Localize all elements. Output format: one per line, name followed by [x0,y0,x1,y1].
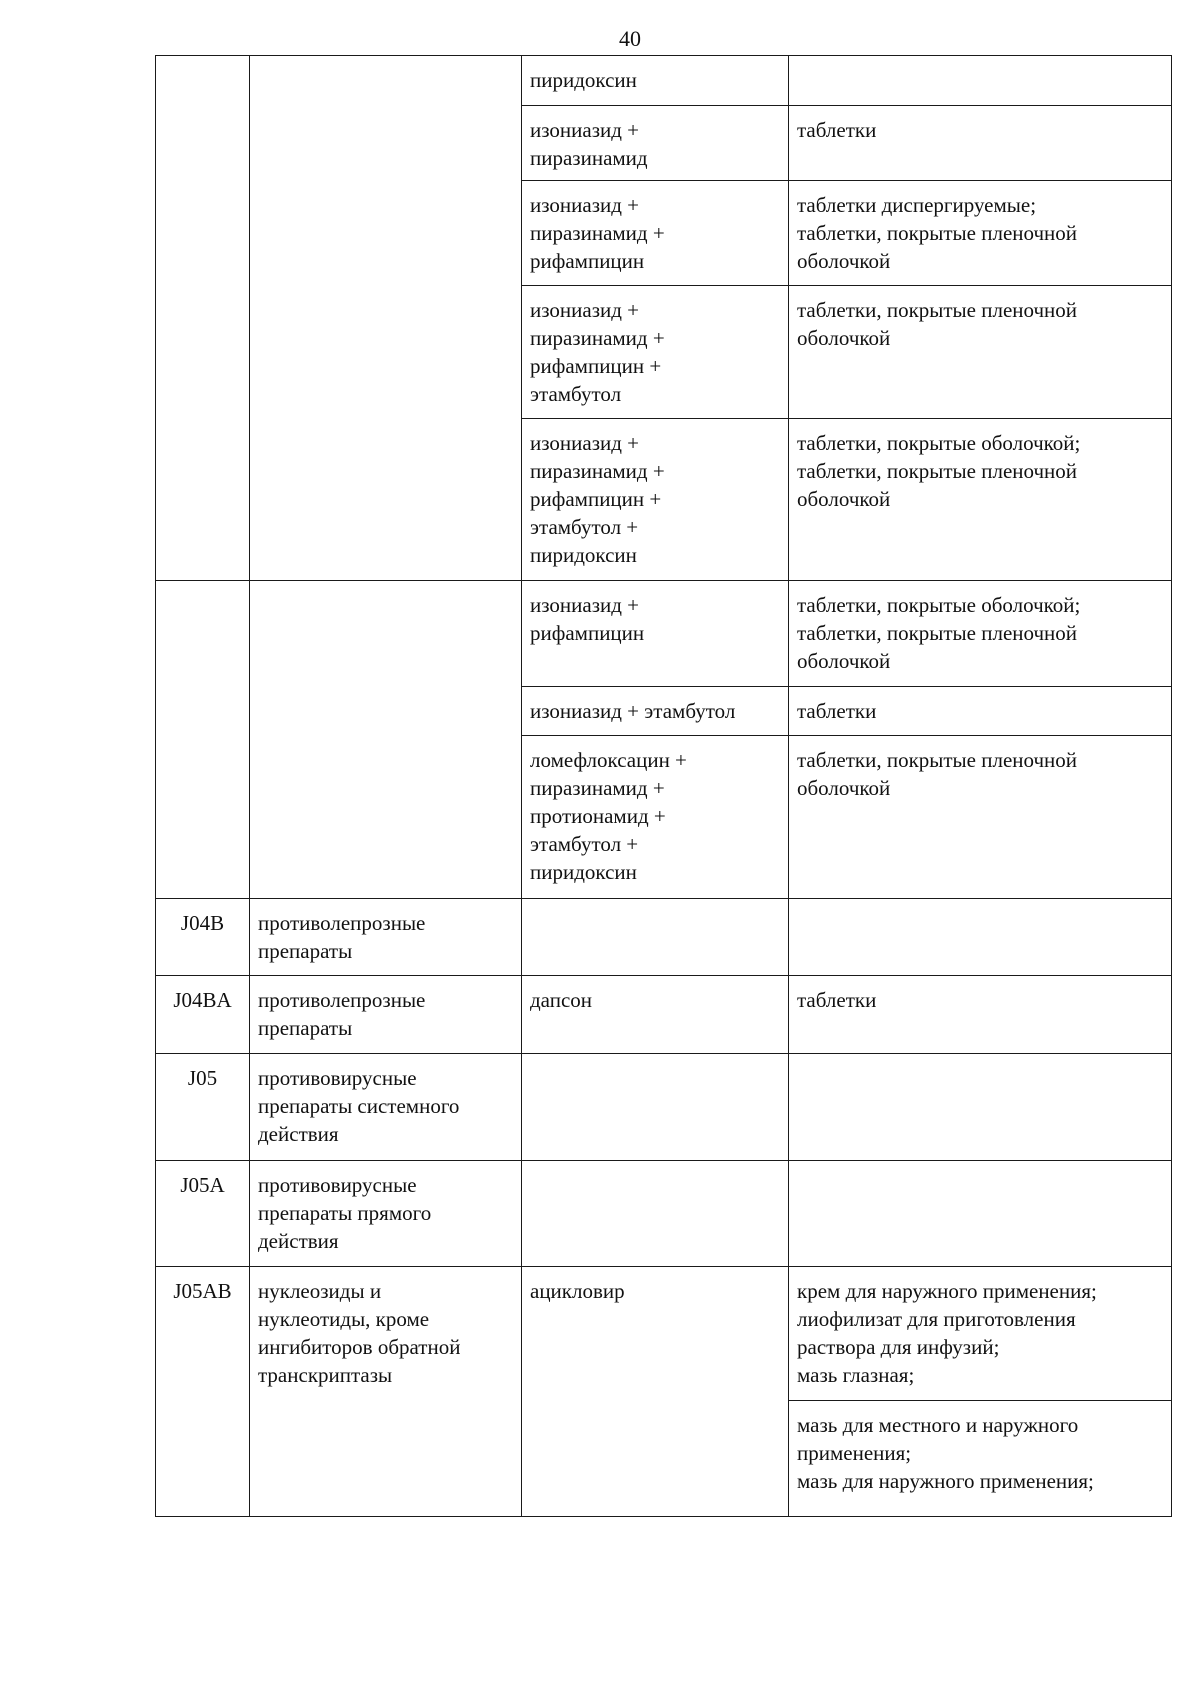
substance-cell [522,1054,789,1161]
substance-cell: изониазид + пиразинамид + рифампицин [522,181,789,286]
table-row [156,1267,1172,1401]
atc-code-cell: J05 [156,1054,250,1161]
table-row [156,581,1172,687]
dosage-form-cell [789,1161,1172,1267]
dosage-form-cell: крем для наружного применения; лиофилизат для приготовления раствора для инфузий; мазь глазная; [789,1267,1172,1401]
group-cell [250,56,522,581]
substance-cell: ломефлоксацин + пиразинамид + протионамид + этамбутол + пиридоксин [522,736,789,899]
atc-code-cell [156,581,250,899]
atc-code-cell: J05A [156,1161,250,1267]
dosage-form-cell: таблетки, покрытые пленочной оболочкой [789,286,1172,419]
dosage-form-cell [789,899,1172,976]
dosage-form-cell: таблетки [789,976,1172,1054]
table-row [156,976,1172,1054]
substance-cell: пиридоксин [522,56,789,106]
dosage-form-cell: таблетки, покрытые пленочной оболочкой [789,736,1172,899]
atc-code-cell: J04BA [156,976,250,1054]
dosage-form-cell: таблетки [789,687,1172,736]
substance-cell [522,899,789,976]
group-cell: противовирусные препараты системного действия [250,1054,522,1161]
group-cell: противолепрозные препараты [250,899,522,976]
substance-cell: дапсон [522,976,789,1054]
dosage-form-cell: таблетки, покрытые оболочкой; таблетки, покрытые пленочной оболочкой [789,419,1172,581]
dosage-form-cell [789,56,1172,106]
atc-code-cell [156,56,250,581]
atc-code-cell: J05AB [156,1267,250,1517]
group-cell: противолепрозные препараты [250,976,522,1054]
table-row [156,899,1172,976]
drug-table [155,55,1172,1517]
page-number: 40 [619,26,641,51]
substance-cell: изониазид + пиразинамид + рифампицин + этамбутол [522,286,789,419]
substance-cell: изониазид + пиразинамид [522,106,789,181]
substance-cell [522,1161,789,1267]
group-cell [250,581,522,899]
table-row [156,1054,1172,1161]
dosage-form-cell: таблетки, покрытые оболочкой; таблетки, покрытые пленочной оболочкой [789,581,1172,687]
dosage-form-cell: таблетки [789,106,1172,181]
group-cell: нуклеозиды и нуклеотиды, кроме ингибиторов обратной транскриптазы [250,1267,522,1517]
dosage-form-cell: мазь для местного и наружного применения; мазь для наружного применения; [789,1401,1172,1517]
atc-code-cell: J04B [156,899,250,976]
table-row [156,1161,1172,1267]
substance-cell: изониазид + этамбутол [522,687,789,736]
substance-cell: изониазид + пиразинамид + рифампицин + этамбутол + пиридоксин [522,419,789,581]
dosage-form-cell [789,1054,1172,1161]
substance-cell: ацикловир [522,1267,789,1517]
table-row [156,56,1172,106]
dosage-form-cell: таблетки диспергируемые; таблетки, покрытые пленочной оболочкой [789,181,1172,286]
group-cell: противовирусные препараты прямого действия [250,1161,522,1267]
substance-cell: изониазид + рифампицин [522,581,789,687]
